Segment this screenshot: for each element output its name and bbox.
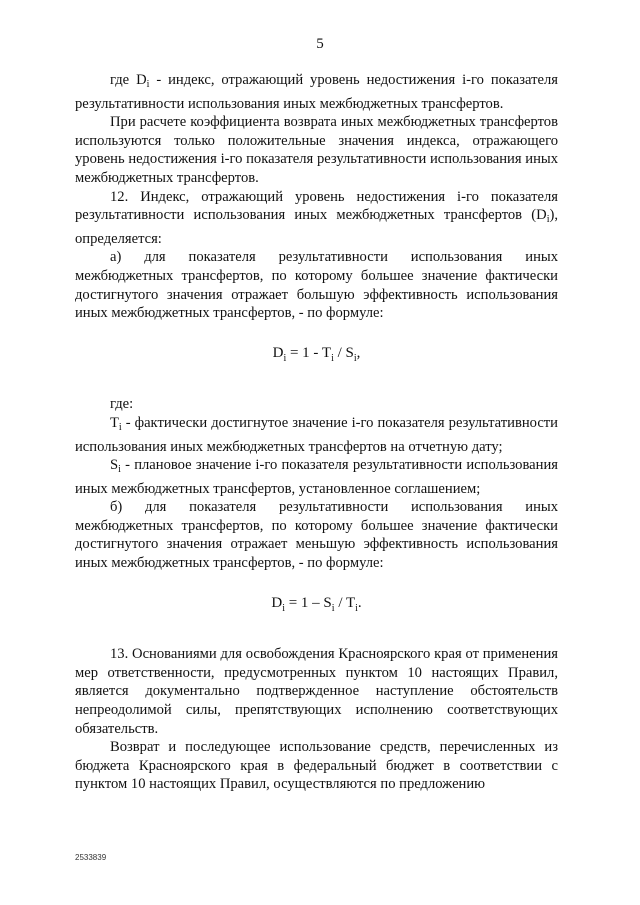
paragraph-refund: Возврат и последующее использование средств, перечисленных из бюджета Красноярского края в федеральный бюджет в соответствии с пунктом 10 настоящих Правил, осуществляются по предложению xyxy=(75,739,558,793)
paragraph-12a: а) для показателя результативности использования иных межбюджетных трансфертов, по которому большее значение фактически достигнутого значения отражает большую эффективность использования иных межбюджетных трансфертов, - по формуле: xyxy=(75,249,558,322)
paragraph-13: 13. Основаниями для освобождения Красноярского края от применения мер ответственности, предусмотренных пунктом 10 настоящих Правил, является документально подтвержденное наступление обстоятельств непреодолимой силы, препятствующих исполнению соответствующих обязательств. xyxy=(75,646,558,737)
paragraph-ti-definition: $T_i$ - фактически достигнутое значение i-го показателя результативности использования иных межбюджетных трансфертов на отчетную дату; xyxy=(75,414,558,455)
paragraph-12: 12. Индекс, отражающий уровень недостижения i-го показателя результативности использования иных межбюджетных трансфертов $(D_i)$, определяется: xyxy=(75,188,558,247)
paragraph-where: где: xyxy=(110,396,134,413)
paragraph-di-definition: где $D_i$ - индекс, отражающий уровень недостижения i-го показателя результативности использования иных межбюджетных трансфертов. xyxy=(75,72,558,112)
formula-2: $D_i = 1 - S_i / T_i$. xyxy=(271,594,362,614)
paragraph-positive-values: При расчете коэффициента возврата иных межбюджетных трансфертов используются только положительные значения индекса, отражающего уровень недостижения i-го показателя результативности использования иных межбюджетных трансфертов. xyxy=(75,114,558,186)
document-body xyxy=(75,71,558,794)
document-id: 2533839 xyxy=(75,853,107,862)
paragraph-si-definition: $S_i$ - плановое значение i-го показателя результативности использования иных межбюджетных трансфертов, установленное соглашением; xyxy=(75,457,558,497)
page-number: 5 xyxy=(316,36,324,52)
paragraph-12b: б) для показателя результативности использования иных межбюджетных трансфертов, по которому большее значение фактически достигнутого значения отражает меньшую эффективность использования иных межбюджетных трансфертов, - по формуле: xyxy=(75,499,558,572)
formula-1: $D_i = 1 - T_i / S_i$, xyxy=(272,344,361,364)
